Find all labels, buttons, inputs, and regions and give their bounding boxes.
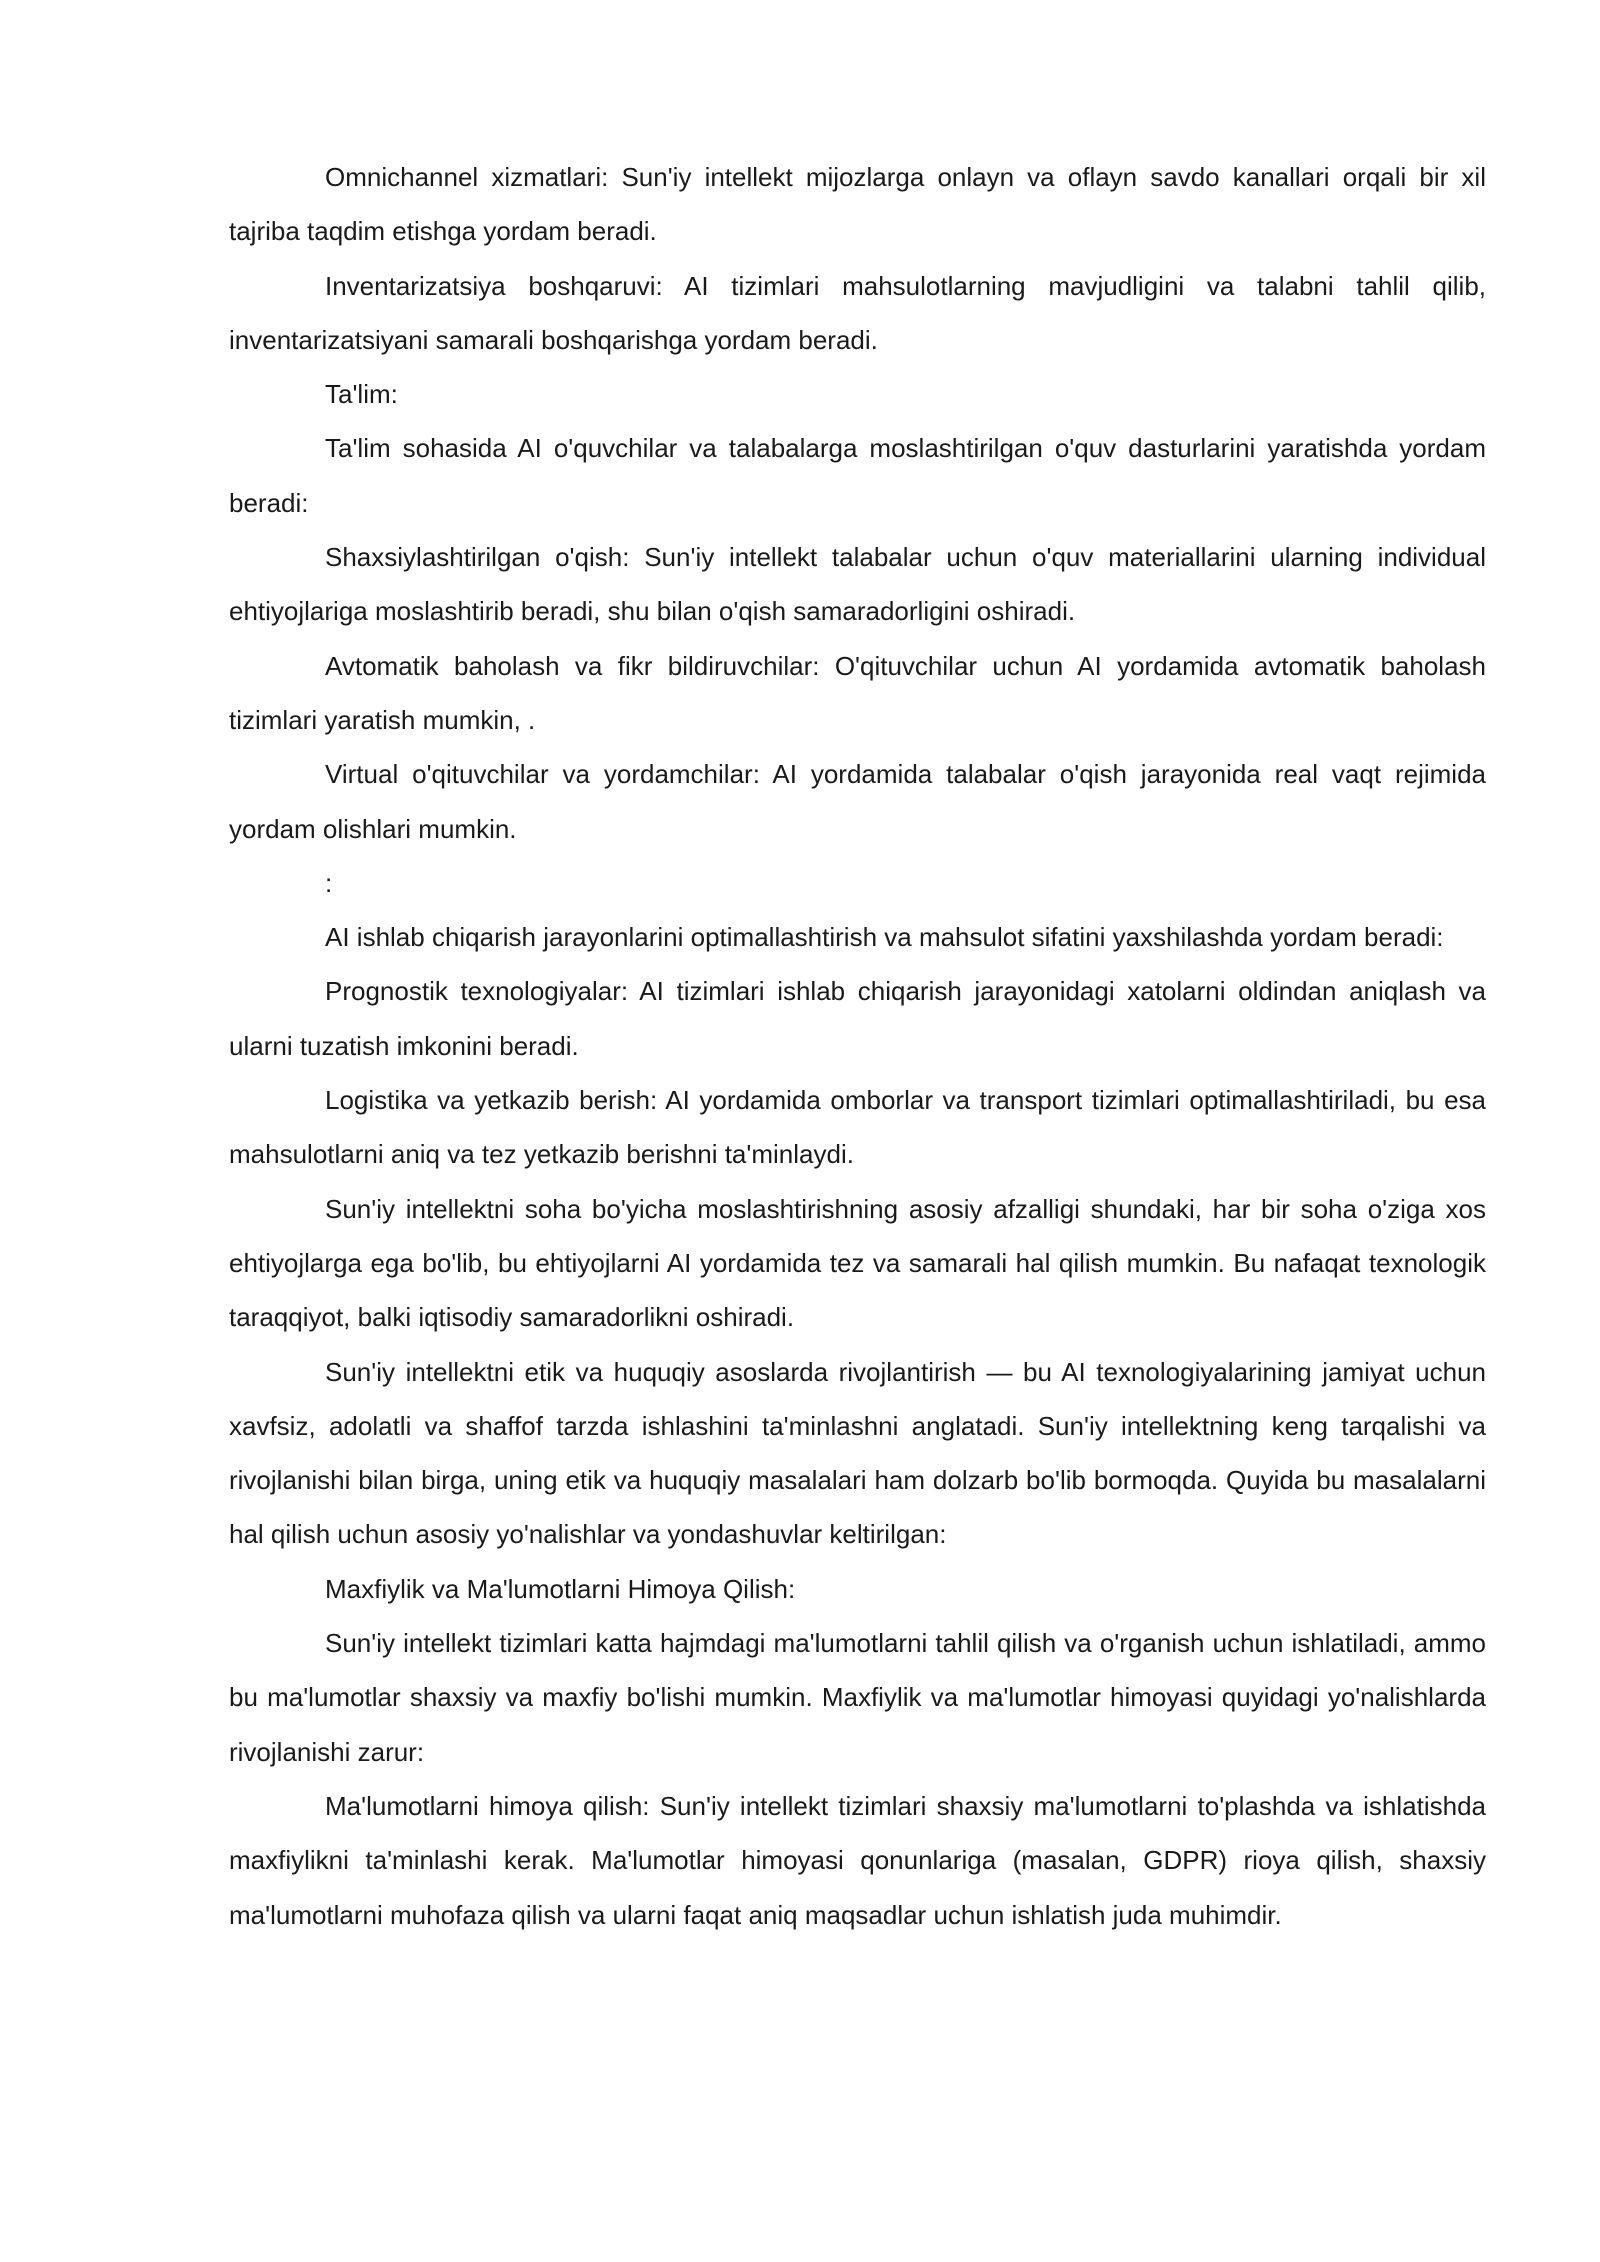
paragraph-logistics: Logistika va yetkazib berish: AI yordamida omborlar va transport tizimlari optimallashtiriladi, bu esa mahsulotlarni aniq va tez yetkazib berishni ta'minlaydi. bbox=[229, 1085, 1486, 1170]
heading-colon: : bbox=[325, 867, 333, 898]
paragraph-industry-adaptation: Sun'iy intellektni soha bo'yicha moslashtirishning asosiy afzalligi shundaki, har bir soha o'ziga xos ehtiyojlarga ega bo'lib, bu ehtiyojlarni AI yordamida tez va samarali hal qilish mumkin. Bu nafaqat texnologik taraqqiyot, balki iqtisodiy samaradorlikni oshiradi. bbox=[229, 1193, 1486, 1333]
paragraph-ethics-law: Sun'iy intellektni etik va huquqiy asoslarda rivojlantirish — bu AI texnologiyalarining jamiyat uchun xavfsiz, adolatli va shaffof tarzda ishlashini ta'minlashni anglatadi. Sun'iy intellektning keng tarqalishi va rivojlanishi bilan birga, uning etik va huquqiy masalalari ham dolzarb bo'lib bormoqda. Quyida bu masalalarni hal qilish uchun asosiy yo'nalishlar va yondashuvlar keltirilgan: bbox=[229, 1356, 1486, 1550]
paragraph-automatic-grading: Avtomatik baholash va fikr bildiruvchilar: O'qituvchilar uchun AI yordamida avtomatik baholash tizimlari yaratish mumkin, . bbox=[229, 650, 1486, 735]
heading-privacy: Maxfiylik va Ma'lumotlarni Himoya Qilish: bbox=[325, 1573, 796, 1604]
paragraph-inventory: Inventarizatsiya boshqaruvi: AI tizimlari mahsulotlarning mavjudligini va talabni tahlil qilib, inventarizatsiyani samarali boshqarishga yordam beradi. bbox=[229, 270, 1486, 355]
paragraph-privacy-intro: Sun'iy intellekt tizimlari katta hajmdagi ma'lumotlarni tahlil qilish va o'rganish uchun ishlatiladi, ammo bu ma'lumotlar shaxsiy va maxfiy bo'lishi mumkin. Maxfiylik va ma'lumotlar himoyasi quyidagi yo'nalishlarda rivojlanishi zarur: bbox=[229, 1628, 1486, 1767]
paragraph-prognostic-tech: Prognostik texnologiyalar: AI tizimlari ishlab chiqarish jarayonidagi xatolarni oldindan aniqlash va ularni tuzatish imkonini beradi. bbox=[229, 976, 1486, 1061]
heading-education: Ta'lim: bbox=[325, 379, 398, 410]
paragraph-manufacturing-intro: AI ishlab chiqarish jarayonlarini optimallashtirish va mahsulot sifatini yaxshilashda yordam beradi: bbox=[325, 922, 1444, 953]
paragraph-data-protection: Ma'lumotlarni himoya qilish: Sun'iy intellekt tizimlari shaxsiy ma'lumotlarni to'plashda va ishlatishda maxfiylikni ta'minlashi kerak. Ma'lumotlar himoyasi qonunlariga (masalan, GDPR) rioya qilish, shaxsiy ma'lumotlarni muhofaza qilish va ularni faqat aniq maqsadlar uchun ishlatish juda muhimdir. bbox=[229, 1790, 1486, 1930]
paragraph-personalized-learning: Shaxsiylashtirilgan o'qish: Sun'iy intellekt talabalar uchun o'quv materiallarini ularning individual ehtiyojlariga moslashtirib beradi, shu bilan o'qish samaradorligini oshiradi. bbox=[229, 542, 1486, 627]
paragraph-education-intro: Ta'lim sohasida AI o'quvchilar va talabalarga moslashtirilgan o'quv dasturlarini yaratishda yordam beradi: bbox=[229, 433, 1486, 518]
paragraph-virtual-teachers: Virtual o'qituvchilar va yordamchilar: AI yordamida talabalar o'qish jarayonida real vaqt rejimida yordam olishlari mumkin. bbox=[229, 759, 1486, 844]
paragraph-omnichannel: Omnichannel xizmatlari: Sun'iy intellekt mijozlarga onlayn va oflayn savdo kanallari orqali bir xil tajriba taqdim etishga yordam beradi. bbox=[229, 162, 1486, 247]
document-page bbox=[229, 150, 1486, 1942]
